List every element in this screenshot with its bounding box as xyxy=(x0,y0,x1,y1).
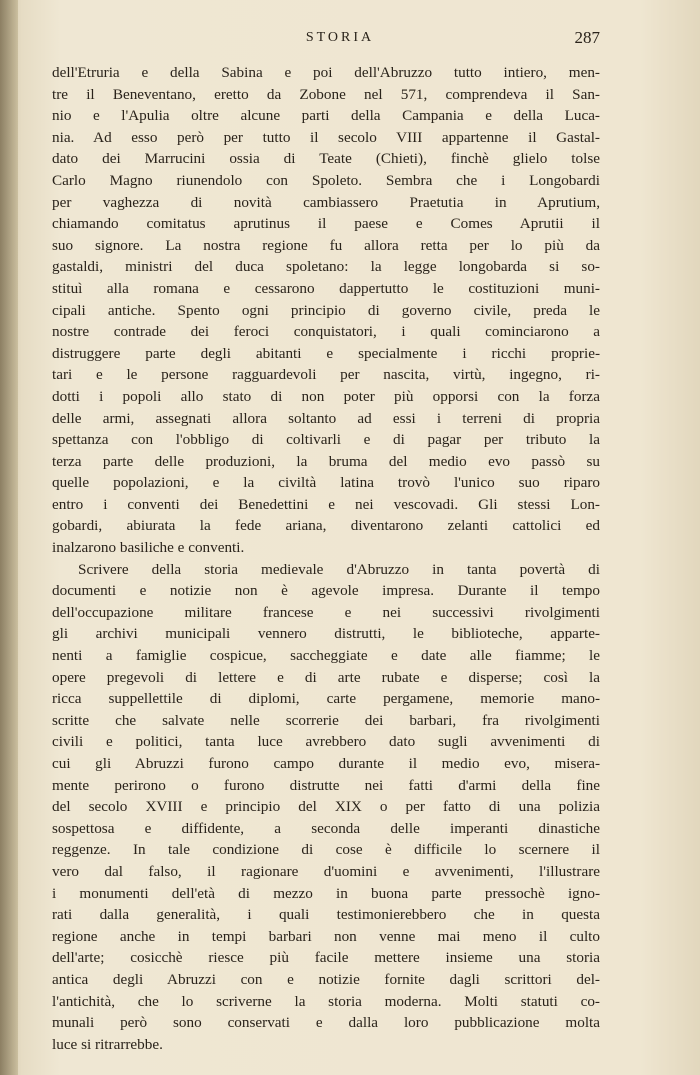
text-line: del secolo XVIII e principio del XIX o per fatto di una polizia xyxy=(52,798,600,816)
text-line: quelle popolazioni, e la civiltà latina trovò l'unico suo riparo xyxy=(52,474,600,492)
text-line: dato dei Marrucini ossia di Teate (Chieti), finchè glielo tolse xyxy=(52,150,600,168)
text-line: nostre contrade dei feroci conquistatori, i quali cominciarono a xyxy=(52,323,600,341)
text-line: stituì alla romana e cessarono dappertutto le costituzioni muni- xyxy=(52,279,600,297)
text-line: cipali antiche. Spento ogni principio di governo civile, preda le xyxy=(52,301,600,319)
text-line: gastaldi, ministri del duca spoletano: la legge longobarda si so- xyxy=(52,258,600,276)
text-line: dell'Etruria e della Sabina e poi dell'Abruzzo tutto intiero, men- xyxy=(52,64,600,81)
text-line: Carlo Magno riunendolo con Spoleto. Sembra che i Longobardi xyxy=(52,171,600,189)
text-line: inalzarono basiliche e conventi. xyxy=(52,539,245,557)
text-line: munali però sono conservati e dalla loro pubblicazione molta xyxy=(52,1014,600,1032)
text-line: scritte che salvate nelle scorrerie dei barbari, fra rivolgimenti xyxy=(52,711,600,729)
text-line: Scrivere della storia medievale d'Abruzzo in tanta povertà di xyxy=(78,560,600,578)
text-line: spettanza con l'obbligo di coltivarli e di pagar per tributo la xyxy=(52,431,600,449)
text-line: opere pregevoli di lettere e di arte rubate e disperse; così la xyxy=(52,668,600,686)
text-line: mente perirono o furono distrutte nei fatti d'armi della fine xyxy=(52,776,600,794)
text-line: tre il Beneventano, eretto da Zobone nel 571, comprendeva il San- xyxy=(52,85,600,103)
text-line: civili e politici, tanta luce avrebbero dato sugli avvenimenti di xyxy=(52,733,600,751)
page-number: 287 xyxy=(574,28,600,47)
text-line: entro i conventi dei Benedettini e nei vescovadi. Gli stessi Lon- xyxy=(52,495,600,513)
text-line: vero dal falso, il ragionare d'uomini e avvenimenti, l'illustrare xyxy=(52,862,600,880)
text-line: chiamando comitatus aprutinus il paese e Comes Aprutii il xyxy=(52,215,600,233)
text-line: tari e le persone ragguardevoli per nascita, virtù, ingegno, ri- xyxy=(52,366,600,384)
text-line: rati dalla generalità, i quali testimonierebbero che in questa xyxy=(52,906,600,924)
text-line: ricca suppellettile di diplomi, carte pergamene, memorie mano- xyxy=(52,690,600,708)
text-line: antica degli Abruzzi con e notizie fornite dagli scrittori del- xyxy=(52,970,600,988)
text-line: suo signore. La nostra regione fu allora retta per lo più da xyxy=(52,236,600,254)
text-line: delle armi, assegnati allora soltanto ad essi i terreni di propria xyxy=(52,409,600,427)
running-head: STORIA xyxy=(305,30,375,45)
book-gutter xyxy=(0,0,18,1075)
text-line: l'antichità, che lo scriverne la storia moderna. Molti statuti co- xyxy=(52,992,600,1010)
text-line: nia. Ad esso però per tutto il secolo VIII appartenne il Gastal- xyxy=(52,128,600,146)
text-line: gli archivi municipali vennero distrutti, le biblioteche, apparte- xyxy=(52,625,600,643)
text-line: documenti e notizie non è agevole impresa. Durante il tempo xyxy=(52,582,600,600)
text-line: dotti i popoli allo stato di non poter più opporsi con la forza xyxy=(52,387,600,405)
text-line: dell'occupazione militare francese e nei successivi rivolgimenti xyxy=(52,603,600,621)
text-line: distruggere parte degli abitanti e specialmente i ricchi proprie- xyxy=(52,344,600,362)
text-line: sospettosa e diffidente, a seconda delle imperanti dinastiche xyxy=(52,819,600,837)
text-line: reggenze. In tale condizione di cose è difficile lo scernere il xyxy=(52,841,600,859)
text-line: per vaghezza di novità cambiassero Praetutia in Aprutium, xyxy=(52,193,600,211)
text-line: regione anche in tempi barbari non venne mai meno il culto xyxy=(52,927,600,945)
text-line: terza parte delle produzioni, la bruma del medio evo passò su xyxy=(52,452,600,470)
text-line: dell'arte; cosicchè riesce più facile mettere insieme una storia xyxy=(52,949,600,967)
page-header xyxy=(80,30,600,54)
text-line: luce si ritrarrebbe. xyxy=(52,1035,163,1053)
body-text xyxy=(52,62,600,1055)
text-line: nio e l'Apulia oltre alcune parti della Campania e della Luca- xyxy=(52,107,600,125)
text-line: i monumenti dell'età di mezzo in buona parte pressochè igno- xyxy=(52,884,600,902)
text-line: cui gli Abruzzi furono campo durante il medio evo, misera- xyxy=(52,755,600,772)
text-line: nenti a famiglie cospicue, saccheggiate e date alle fiamme; le xyxy=(52,647,600,665)
text-line: gobardi, abiurata la fede ariana, diventarono zelanti cattolici ed xyxy=(52,517,600,535)
